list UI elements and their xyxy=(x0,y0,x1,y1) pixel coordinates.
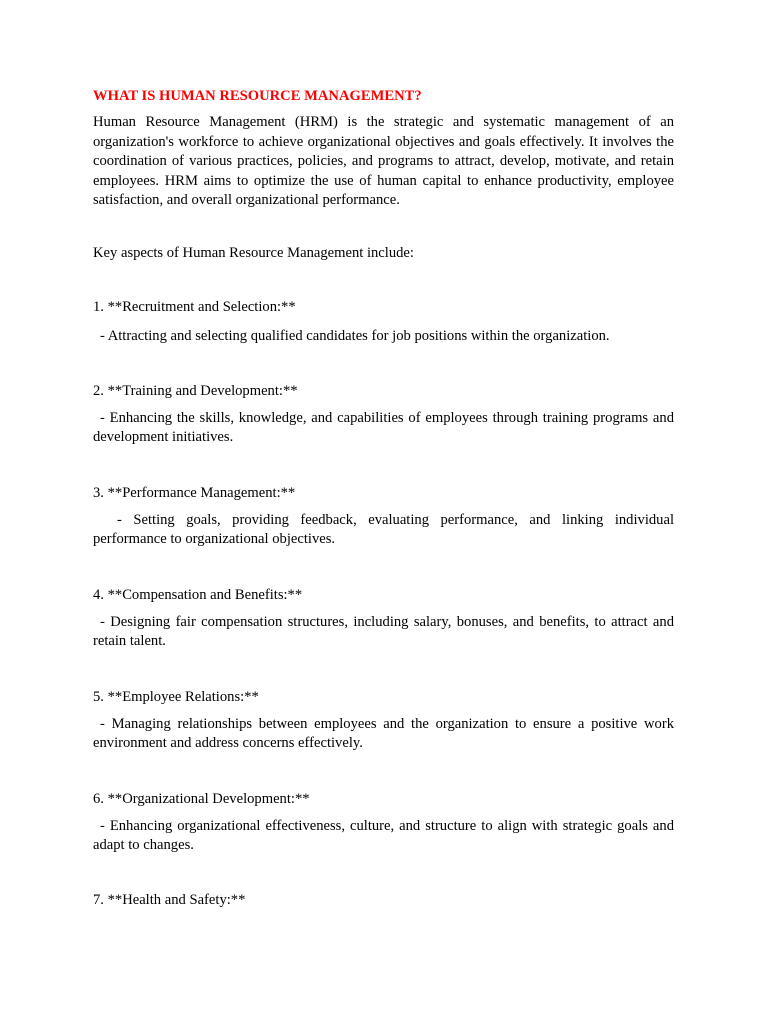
key-aspects-heading: Key aspects of Human Resource Management include: xyxy=(93,245,414,261)
item-2-heading: 2. **Training and Development:** xyxy=(93,383,298,399)
item-3-description: - Setting goals, providing feedback, evaluating performance, and linking individual performance to organizational objectives. xyxy=(93,512,674,547)
item-4-heading: 4. **Compensation and Benefits:** xyxy=(93,587,303,603)
item-6-description: - Enhancing organizational effectiveness, culture, and structure to align with strategic goals and adapt to changes. xyxy=(93,818,674,853)
intro-paragraph: Human Resource Management (HRM) is the strategic and systematic management of an organization's workforce to achieve organizational objectives and goals effectively. It involves the coordination of various practices, policies, and programs to attract, develop, motivate, and retain employees. HRM aims to optimize the use of human capital to enhance productivity, employee satisfaction, and overall organizational performance. xyxy=(93,114,674,209)
document-title: WHAT IS HUMAN RESOURCE MANAGEMENT? xyxy=(93,88,422,104)
item-4-description: - Designing fair compensation structures, including salary, bonuses, and benefits, to attract and retain talent. xyxy=(93,614,674,649)
item-1-heading: 1. **Recruitment and Selection:** xyxy=(93,299,296,315)
item-1-description: - Attracting and selecting qualified candidates for job positions within the organization. xyxy=(100,328,610,344)
item-2-description: - Enhancing the skills, knowledge, and capabilities of employees through training programs and development initiatives. xyxy=(93,410,674,445)
item-3-heading: 3. **Performance Management:** xyxy=(93,485,296,501)
item-5-heading: 5. **Employee Relations:** xyxy=(93,689,259,705)
item-7-heading: 7. **Health and Safety:** xyxy=(93,892,246,908)
item-5-description: - Managing relationships between employees and the organization to ensure a positive work environment and address concerns effectively. xyxy=(93,716,674,751)
item-6-heading: 6. **Organizational Development:** xyxy=(93,791,310,807)
